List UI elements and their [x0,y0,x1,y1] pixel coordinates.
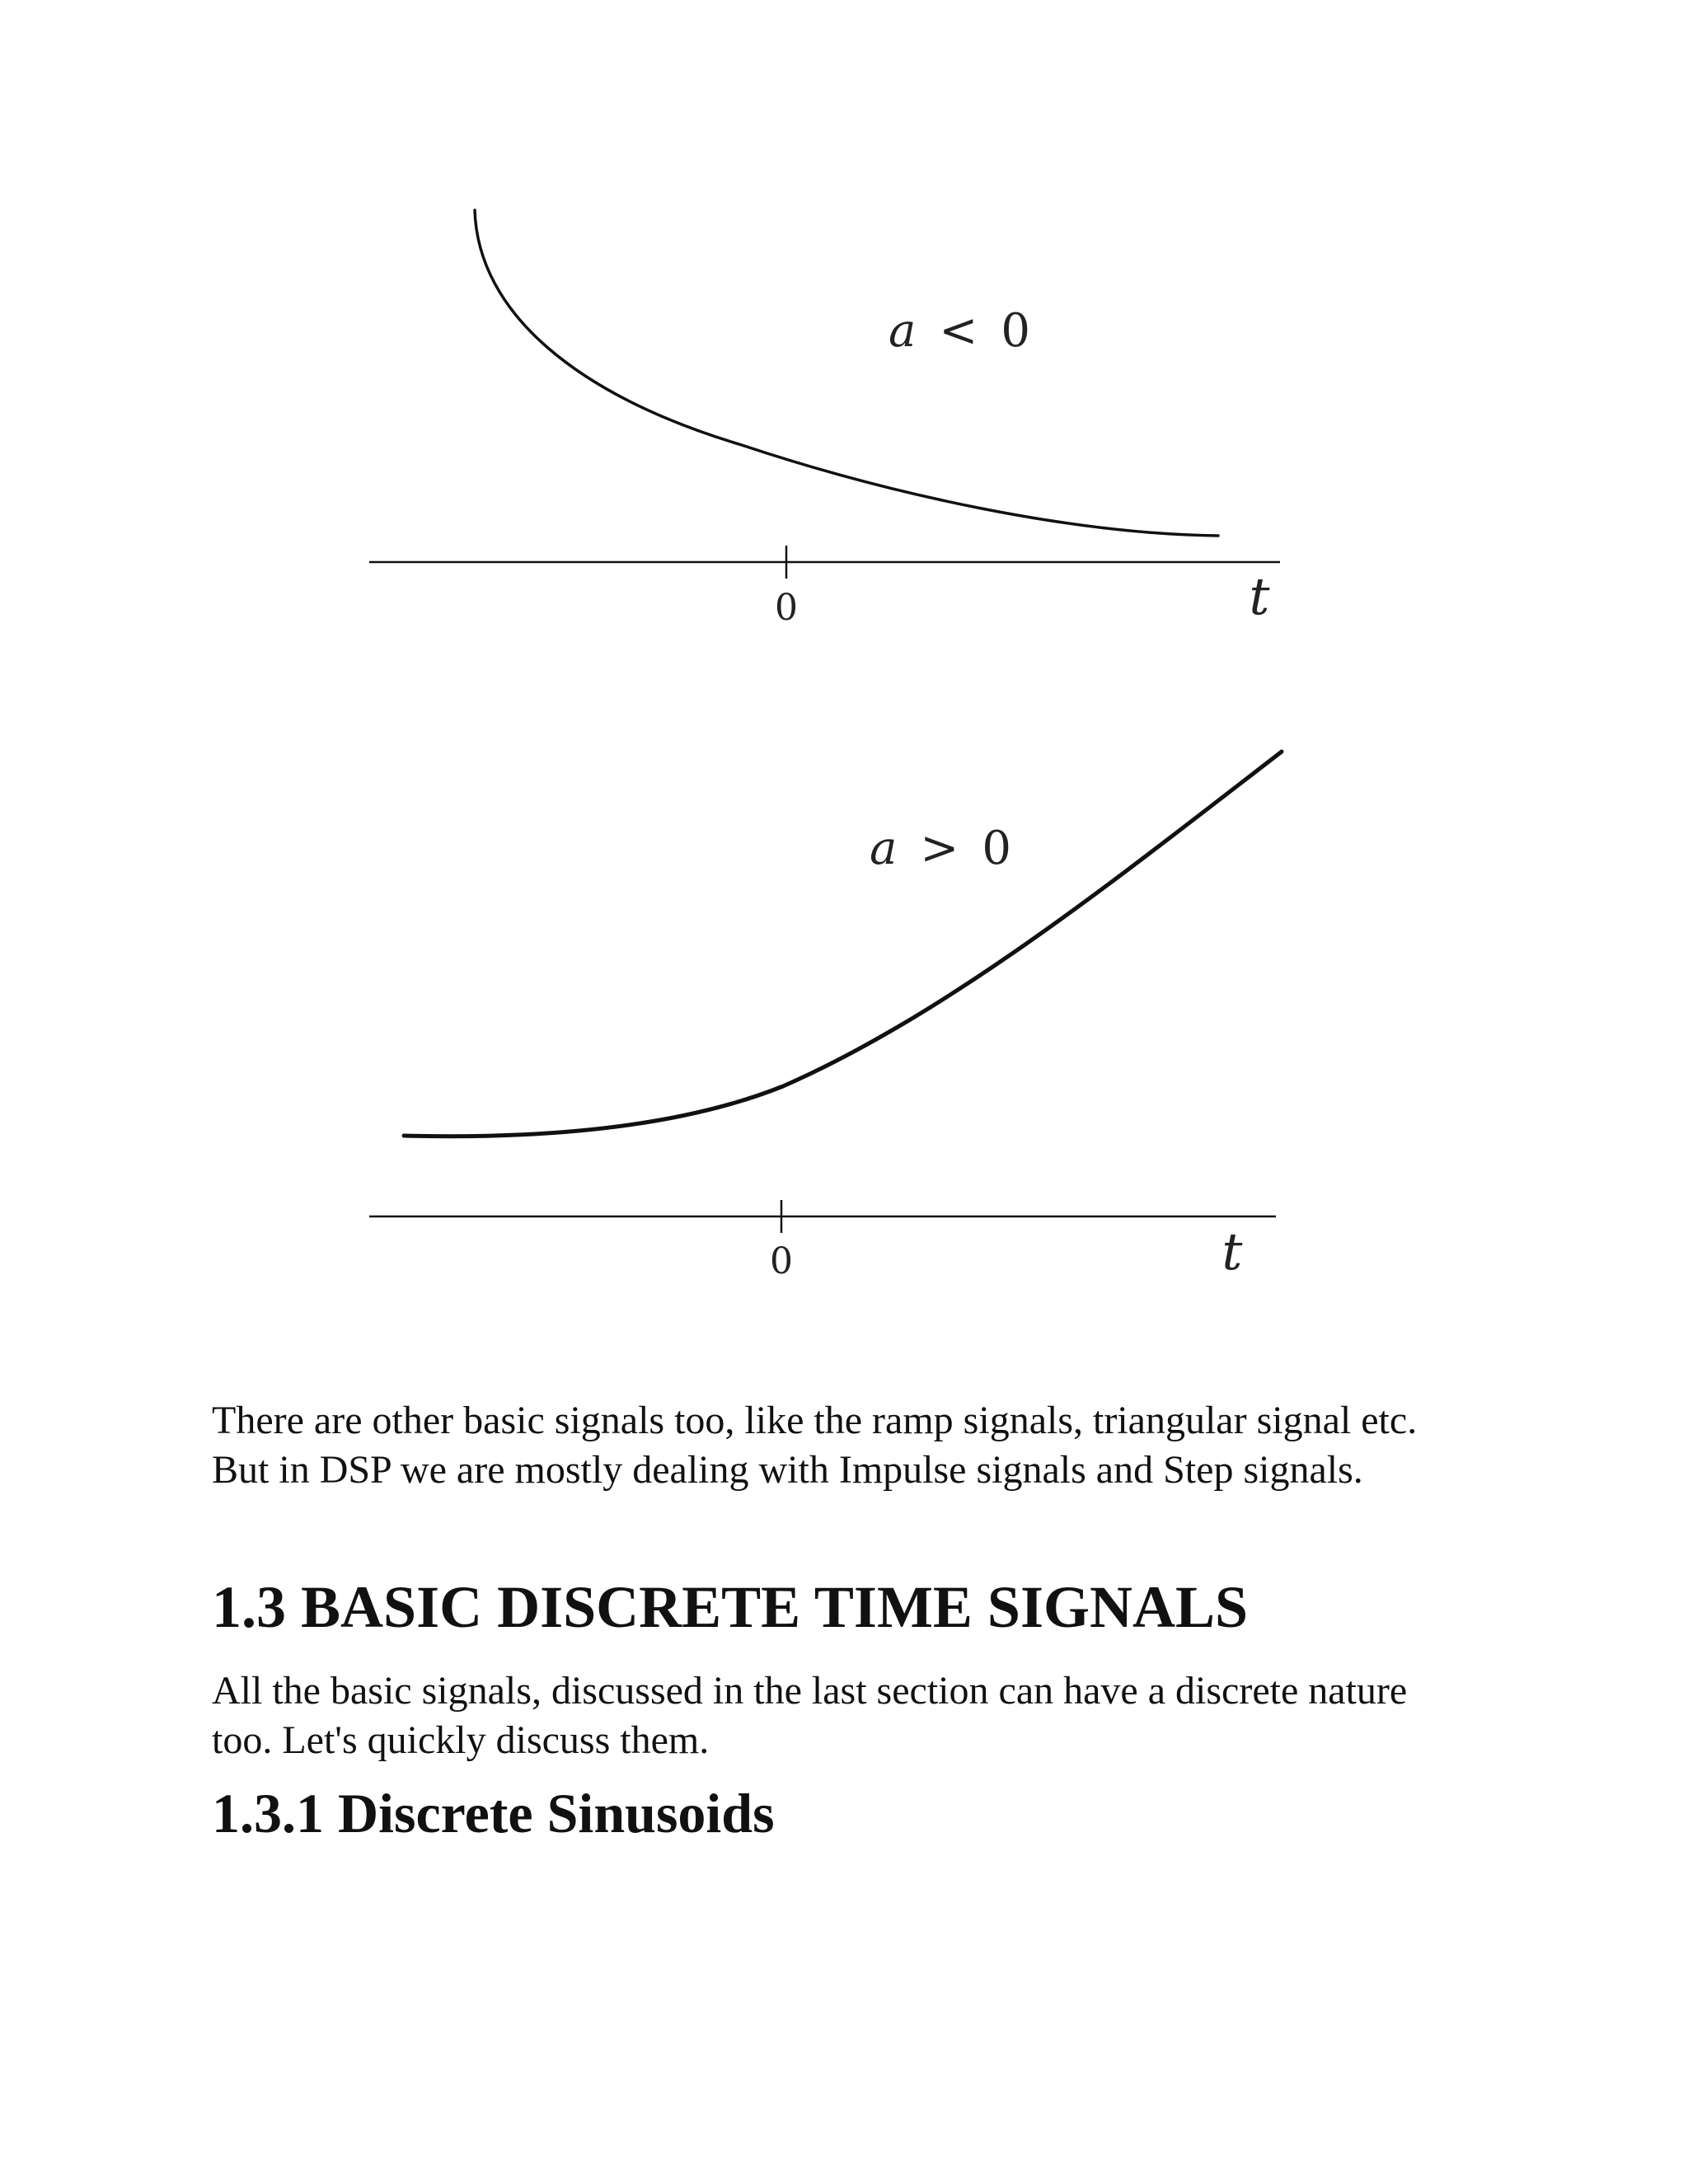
decaying-curve [475,210,1218,536]
origin-tick-label-bottom: 0 [770,1240,793,1282]
section-paragraph [212,1666,1498,1765]
intro-line-1: There are other basic signals too, like the ramp signals, triangular signal etc. [212,1399,1418,1442]
plot-a-positive [369,752,1282,1282]
section-line-1: All the basic signals, discussed in the last section can have a discrete nature [212,1669,1408,1713]
time-axis-label-bottom: t [1221,1221,1243,1282]
time-axis-label-top: t [1249,566,1270,626]
plot-a-negative [369,210,1280,629]
subsection-heading: 1.3.1 Discrete Sinusoids [212,1782,775,1844]
origin-tick-label-top: 0 [775,587,798,629]
intro-line-2: But in DSP we are mostly dealing with Impulse signals and Step signals. [212,1448,1363,1492]
section-heading: 1.3 BASIC DISCRETE TIME SIGNALS [212,1574,1249,1640]
section-line-2: too. Let's quickly discuss them. [212,1718,710,1762]
condition-label-negative: a < 0 [889,304,1030,358]
condition-label-positive: a > 0 [870,822,1011,875]
growing-curve [404,752,1282,1137]
intro-paragraph [212,1396,1498,1495]
